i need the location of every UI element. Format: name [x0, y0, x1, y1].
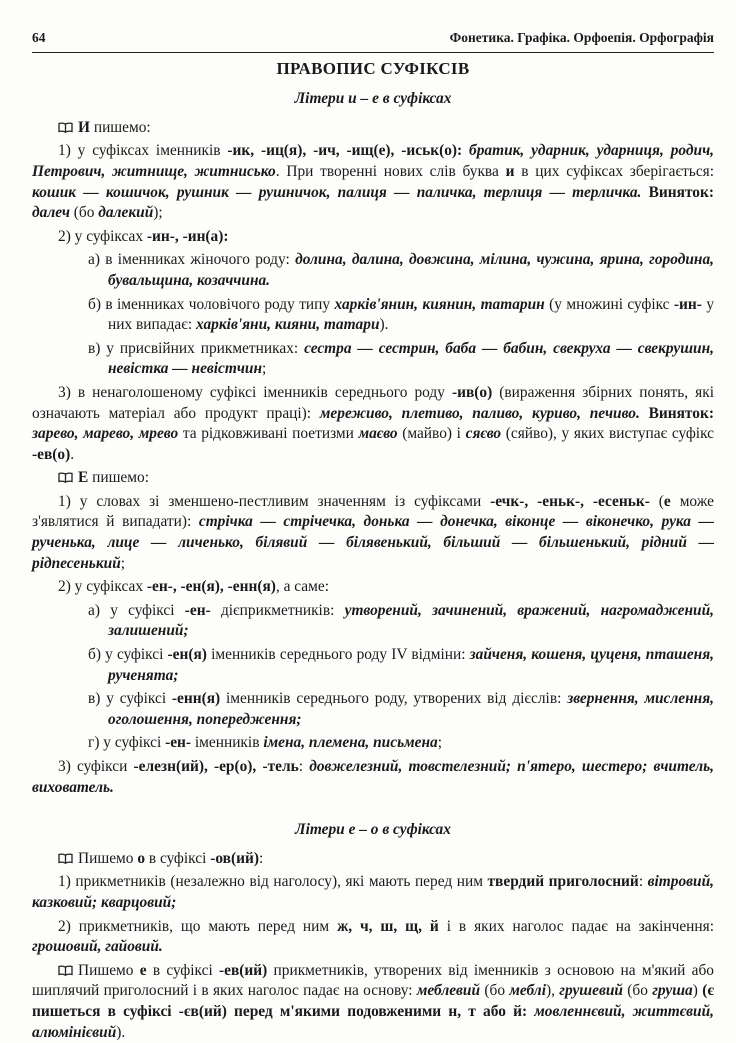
open-book-icon	[58, 853, 73, 864]
rule-i-item-2: 2) у суфіксах -ин-, -ин(а):	[58, 227, 229, 245]
rule-e-item-2d: г) у суфіксі -ен- іменників імена, племена, письмена;	[88, 734, 442, 752]
running-header	[32, 28, 714, 53]
page-title: ПРАВОПИС СУФІКСІВ	[276, 58, 470, 78]
open-book-icon	[58, 965, 73, 976]
rule-i-item-3: 3) в ненаголошеному суфіксі іменників середнього роду -ив(о) (вираження збірних понять, які означають матеріал або продукт праці): мереживо, плетиво, паливо, куриво, печиво. Виняток: зарево, марево, мрево та рідковживані поетизми маєво (майво) і сяєво (сяйво), у яких виступає суфікс -ев(о).	[32, 383, 714, 463]
rule-i-item-2b: б) в іменниках чоловічого роду типу харків'янин, киянин, татарин (у множині суфікс -ин- у них випадає: харків'яни, кияни, татари).	[88, 295, 715, 334]
open-book-icon	[58, 472, 73, 483]
section-subtitle-e-o: Літери е – о в суфіксах	[295, 821, 451, 839]
rule-i-item-2c: в) у присвійних прикметниках: сестра — сестрин, баба — бабин, свекруха — свекрушин, невістка — невістчин;	[88, 339, 715, 378]
rule-o-item-1: 1) прикметників (незалежно від наголосу), які мають перед ним твердий приголосний: вітровий, казковий; кварцовий;	[32, 873, 715, 911]
rule-e-item-2c: в) у суфіксі -енн(я) іменників середнього роду, утворених від дієслів: звернення, мислення, оголошення, попередження;	[88, 690, 714, 728]
rule-e-item-2: 2) у суфіксах -ен-, -ен(я), -енн(я), а саме:	[58, 578, 329, 596]
running-title: Фонетика. Графіка. Орфоепія. Орфографія	[449, 30, 714, 45]
rule-o-item-2: 2) прикметників, що мають перед ним ж, ч, ш, щ, й і в яких наголос падає на закінчення: грошовий, гайовий.	[32, 917, 714, 956]
rule-e-item-2b: б) у суфіксі -ен(я) іменників середнього роду IV відміни: зайченя, кошеня, цуценя, пташеня, рученята;	[88, 646, 714, 684]
page-number: 64	[32, 30, 46, 45]
section-subtitle-i-e: Літери и – е в суфіксах	[294, 90, 452, 108]
rule-e-suffix-ev: Пишемо е в суфіксі -ев(ий) прикметників, утворених від іменників з основою на м'який або шиплячий приголосний і в яких наголос падає на основу: меблевий (бо меблі), грушевий (бо груша) (є пишеться в суфіксі -єв(ий) перед м'якими подовженими н, т або й: мовленнєвий, життєвий, алюмінієвий).	[32, 961, 715, 1041]
rule-e-item-1: 1) у словах зі зменшено-пестливим значенням із суфіксами -ечк-, -еньк-, -есеньк- (е може з'являтися й випадати): стрічка — стрічечка, донька — донечка, віконце — віконечко, рука — рученька, лице — личенько, білявий — білявенький, більший — більшенький, рідний — рідnесенький;	[32, 492, 715, 572]
rule-o-heading: Пишемо о в суфіксі -ов(ий):	[32, 849, 714, 870]
rule-e-heading: Е пишемо:	[32, 468, 714, 489]
rule-i-item-2a: а) в іменниках жіночого роду: долина, далина, довжина, мілина, чужина, ярина, городина, бувальщина, козаччина.	[88, 251, 714, 289]
rule-i-item-1: 1) у суфіксах іменників -ик, -иц(я), -ич, -ищ(е), -иськ(о): братик, ударник, ударниця, родич, Петрович, житнище, житнисько. При творенні нових слів буква и в цих суфіксах зберігається: кошик — кошичок, рушник — рушничок, палиця — паличка, терлиця — терличка. Виняток: далеч (бо далекий);	[32, 142, 714, 222]
rule-e-item-2a: а) у суфіксі -ен- дієприкметників: утворений, зачинений, вражений, нагромаджений, залишений;	[88, 601, 714, 640]
open-book-icon	[58, 122, 73, 133]
rule-e-item-3: 3) суфікси -елезн(ий), -ер(о), -тель: довжелезний, товстелезний; п'ятеро, шестеро; вчитель, вихователь.	[32, 758, 714, 796]
rule-i-heading: И пишемо:	[32, 118, 714, 139]
